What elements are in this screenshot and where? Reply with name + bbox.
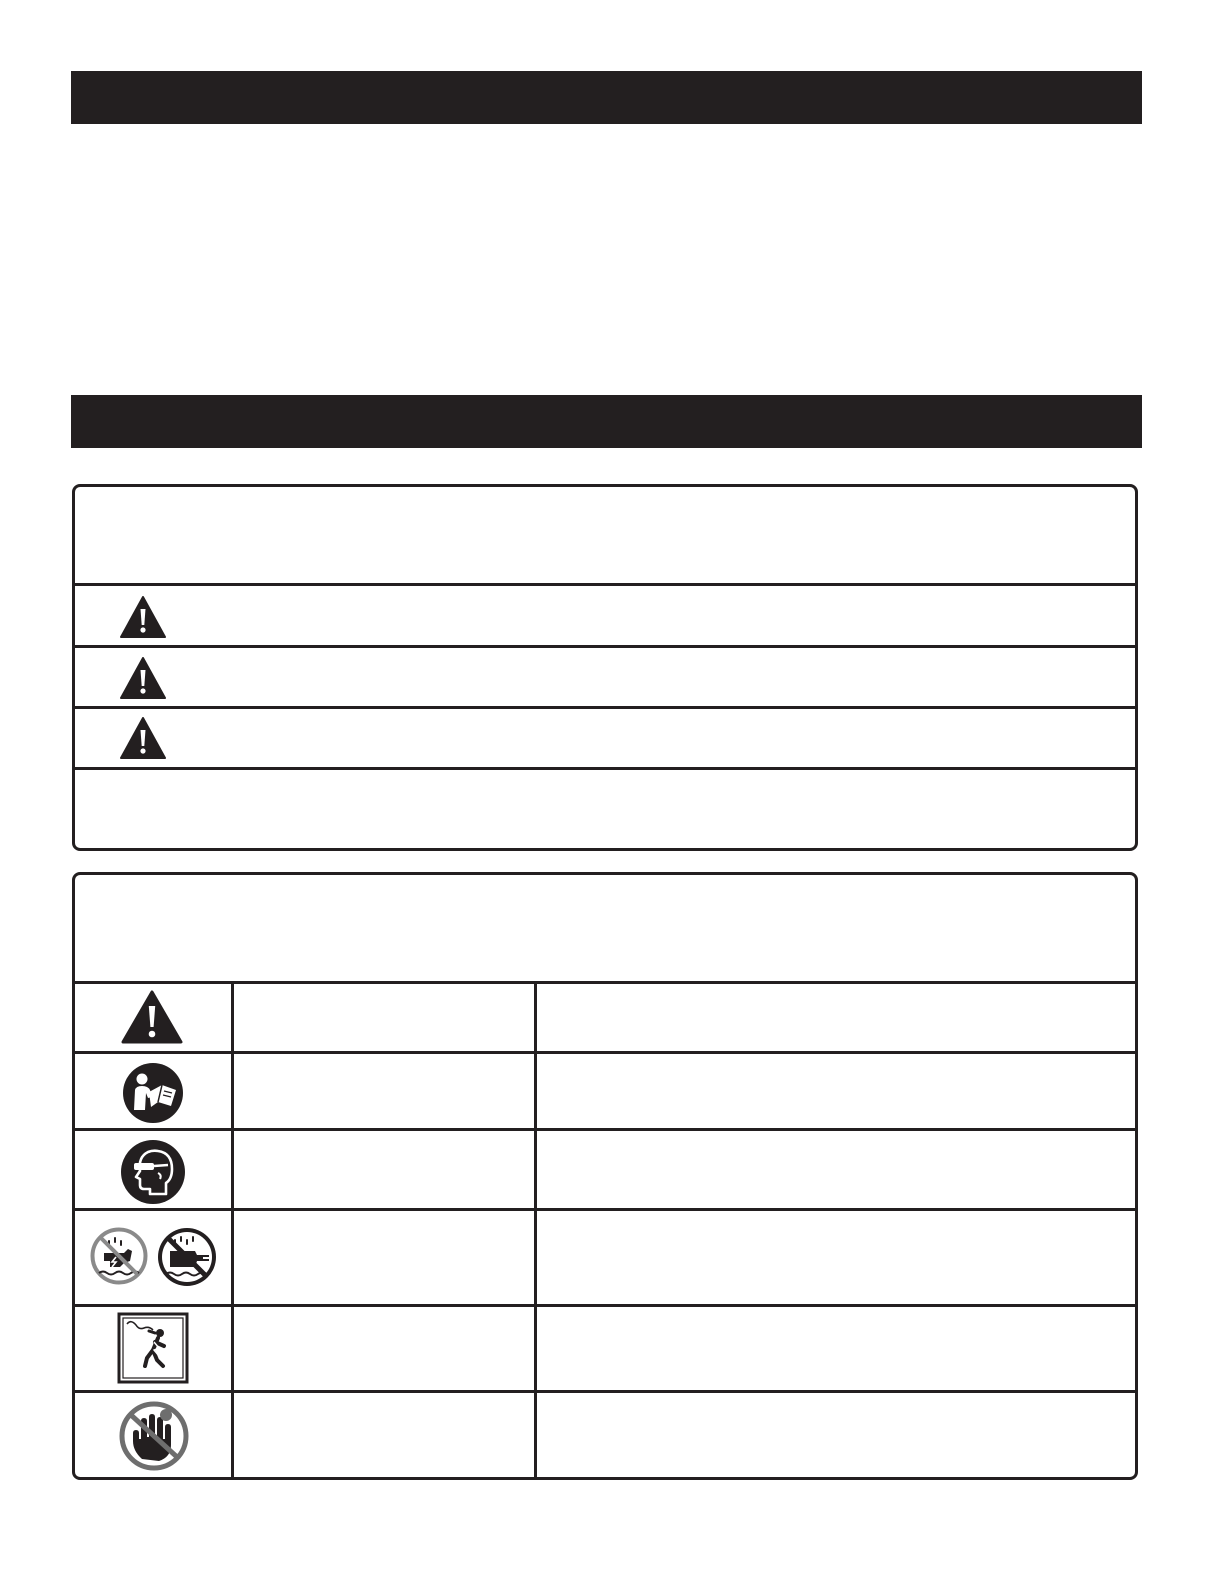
read-manual-icon bbox=[122, 1062, 184, 1124]
divider bbox=[75, 1051, 1135, 1054]
electric-shock-icon bbox=[117, 1312, 189, 1384]
divider bbox=[75, 645, 1135, 648]
warning-triangle-icon bbox=[119, 716, 167, 760]
no-rain-tool-icon bbox=[90, 1227, 148, 1285]
divider bbox=[75, 706, 1135, 709]
column-divider bbox=[534, 981, 537, 1477]
section-header-bar bbox=[71, 395, 1142, 448]
section-header-bar bbox=[71, 71, 1142, 124]
signal-words-box bbox=[72, 484, 1138, 851]
eye-protection-icon bbox=[120, 1139, 186, 1205]
no-rain-charger-icon bbox=[157, 1227, 217, 1287]
divider bbox=[75, 1208, 1135, 1211]
divider bbox=[75, 981, 1135, 984]
warning-triangle-icon bbox=[119, 595, 167, 639]
safety-alert-icon bbox=[120, 989, 184, 1045]
symbols-table-box bbox=[72, 872, 1138, 1480]
divider bbox=[75, 583, 1135, 586]
warning-triangle-icon bbox=[119, 656, 167, 700]
divider bbox=[75, 1304, 1135, 1307]
divider bbox=[75, 1128, 1135, 1131]
divider bbox=[75, 767, 1135, 770]
divider bbox=[75, 1390, 1135, 1393]
hand-hazard-icon bbox=[119, 1401, 189, 1471]
column-divider bbox=[231, 981, 234, 1477]
